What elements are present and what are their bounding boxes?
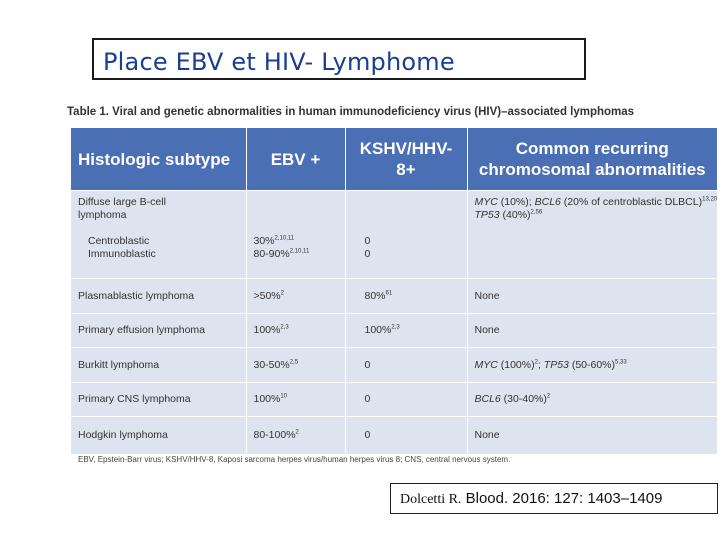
gene-tp53: TP53 (543, 358, 569, 371)
table-footnote: EBV, Epstein-Barr virus; KSHV/HHV-8, Kaposi sarcoma herpes virus/human herpes virus 8; CNS, central nervous system. (78, 455, 511, 464)
header-chromosomal: Common recurring chromosomal abnormalities (467, 128, 717, 191)
gene-bcl6: BCL6 (474, 393, 501, 405)
header-ebv: EBV + (246, 128, 345, 191)
cell-subtype: Hodgkin lymphoma (71, 417, 246, 455)
cell-chromosomal: MYC $(100\%)^2$; TP53 $(50-60\%)^{5,33}$ (467, 348, 717, 383)
value-text: 80% (364, 289, 386, 302)
value-text: (100%) (497, 358, 535, 371)
ref-superscript: 2 (295, 429, 299, 436)
table-row (71, 191, 717, 279)
ref-superscript: 2 (280, 290, 284, 296)
value-text: 80-100% (253, 429, 296, 442)
value-text: >50% (253, 289, 281, 302)
gene-myc: MYC (474, 358, 498, 371)
cell-kshv: 0 (345, 417, 467, 455)
cell-chromosomal (467, 191, 717, 279)
cell-kshv: 0 (345, 348, 467, 383)
value-text: (10%); (497, 196, 535, 208)
ref-superscript: 2,3 (391, 324, 400, 331)
dlbcl-kshv-immunoblastic: 0 (364, 248, 371, 260)
ref-superscript: 2,10,11 (289, 248, 310, 255)
ref-superscript: 2,5 (289, 359, 299, 365)
value-text: 30-50% (253, 358, 290, 371)
ref-superscript: 2 (546, 393, 551, 400)
lymphoma-table (71, 128, 717, 454)
table-row (71, 279, 717, 314)
ref-superscript: 5,33 (615, 359, 627, 365)
citation-box (390, 483, 718, 514)
table-row (71, 383, 717, 417)
value-text: (40%) (499, 209, 531, 221)
cell-chromosomal: None (467, 314, 717, 348)
citation-author: Dolcetti R. (400, 492, 462, 507)
cell-kshv: 0 (345, 383, 467, 417)
ref-superscript: 13,20 (702, 196, 718, 203)
cell-subtype: Burkitt lymphoma (71, 348, 246, 383)
citation-text (400, 490, 662, 508)
ref-superscript: 61 (385, 290, 393, 296)
table-row (71, 314, 717, 348)
ref-superscript: 2,10,11 (274, 235, 295, 242)
cell-kshv (345, 279, 467, 314)
value-text: (30-40%) (500, 393, 547, 405)
cell-chromosomal: None (467, 417, 717, 455)
cell-ebv (246, 348, 345, 383)
value-text: 100% (253, 393, 281, 405)
cell-subtype: Primary effusion lymphoma (71, 314, 246, 348)
dlbcl-centroblastic: Centroblastic (88, 235, 150, 247)
value-text: (20% of centroblastic DLBCL) (560, 196, 703, 208)
gene-myc: MYC (474, 196, 498, 208)
ref-superscript: 10 (280, 393, 288, 400)
dlbcl-immunoblastic: Immunoblastic (88, 248, 156, 260)
slide-title: Place EBV et HIV- Lymphome (103, 48, 455, 76)
value-text: (50-60%) (568, 358, 616, 371)
cell-ebv (246, 314, 345, 348)
header-kshv: KSHV/HHV-8+ (345, 128, 467, 191)
cell-ebv (246, 279, 345, 314)
gene-tp53: TP53 (474, 209, 500, 221)
cell-kshv (345, 191, 467, 279)
header-histologic-subtype: Histologic subtype (71, 128, 246, 191)
ref-superscript: 2,3 (280, 324, 289, 331)
dlbcl-kshv-centroblastic: 0 (364, 235, 371, 247)
gene-bcl6: BCL6 (534, 196, 561, 208)
ref-superscript: 2,56 (530, 209, 543, 216)
cell-ebv (246, 191, 345, 279)
dlbcl-subtype: Diffuse large B-cell lymphoma (78, 196, 166, 221)
table-row (71, 417, 717, 455)
citation-reference: Blood. 2016: 127: 1403–1409 (461, 490, 663, 507)
value-text: 100% (253, 324, 281, 336)
cell-ebv (246, 383, 345, 417)
ref-superscript: 2 (534, 359, 538, 365)
cell-kshv (345, 314, 467, 348)
table-row (71, 348, 717, 383)
cell-subtype: Primary CNS lymphoma (71, 383, 246, 417)
value-text: 100% (364, 324, 392, 336)
table-caption: Table 1. Viral and genetic abnormalities in human immunodeficiency virus (HIV)–associated lymphomas (67, 106, 635, 118)
cell-chromosomal: None (467, 279, 717, 314)
cell-subtype (71, 191, 246, 279)
dlbcl-ebv-centroblastic: 30% (253, 235, 275, 247)
cell-chromosomal (467, 383, 717, 417)
cell-ebv (246, 417, 345, 455)
slide-title-box (92, 38, 586, 80)
dlbcl-ebv-immunoblastic: 80-90% (253, 248, 290, 260)
table-header-row (71, 128, 717, 191)
cell-subtype: Plasmablastic lymphoma (71, 279, 246, 314)
